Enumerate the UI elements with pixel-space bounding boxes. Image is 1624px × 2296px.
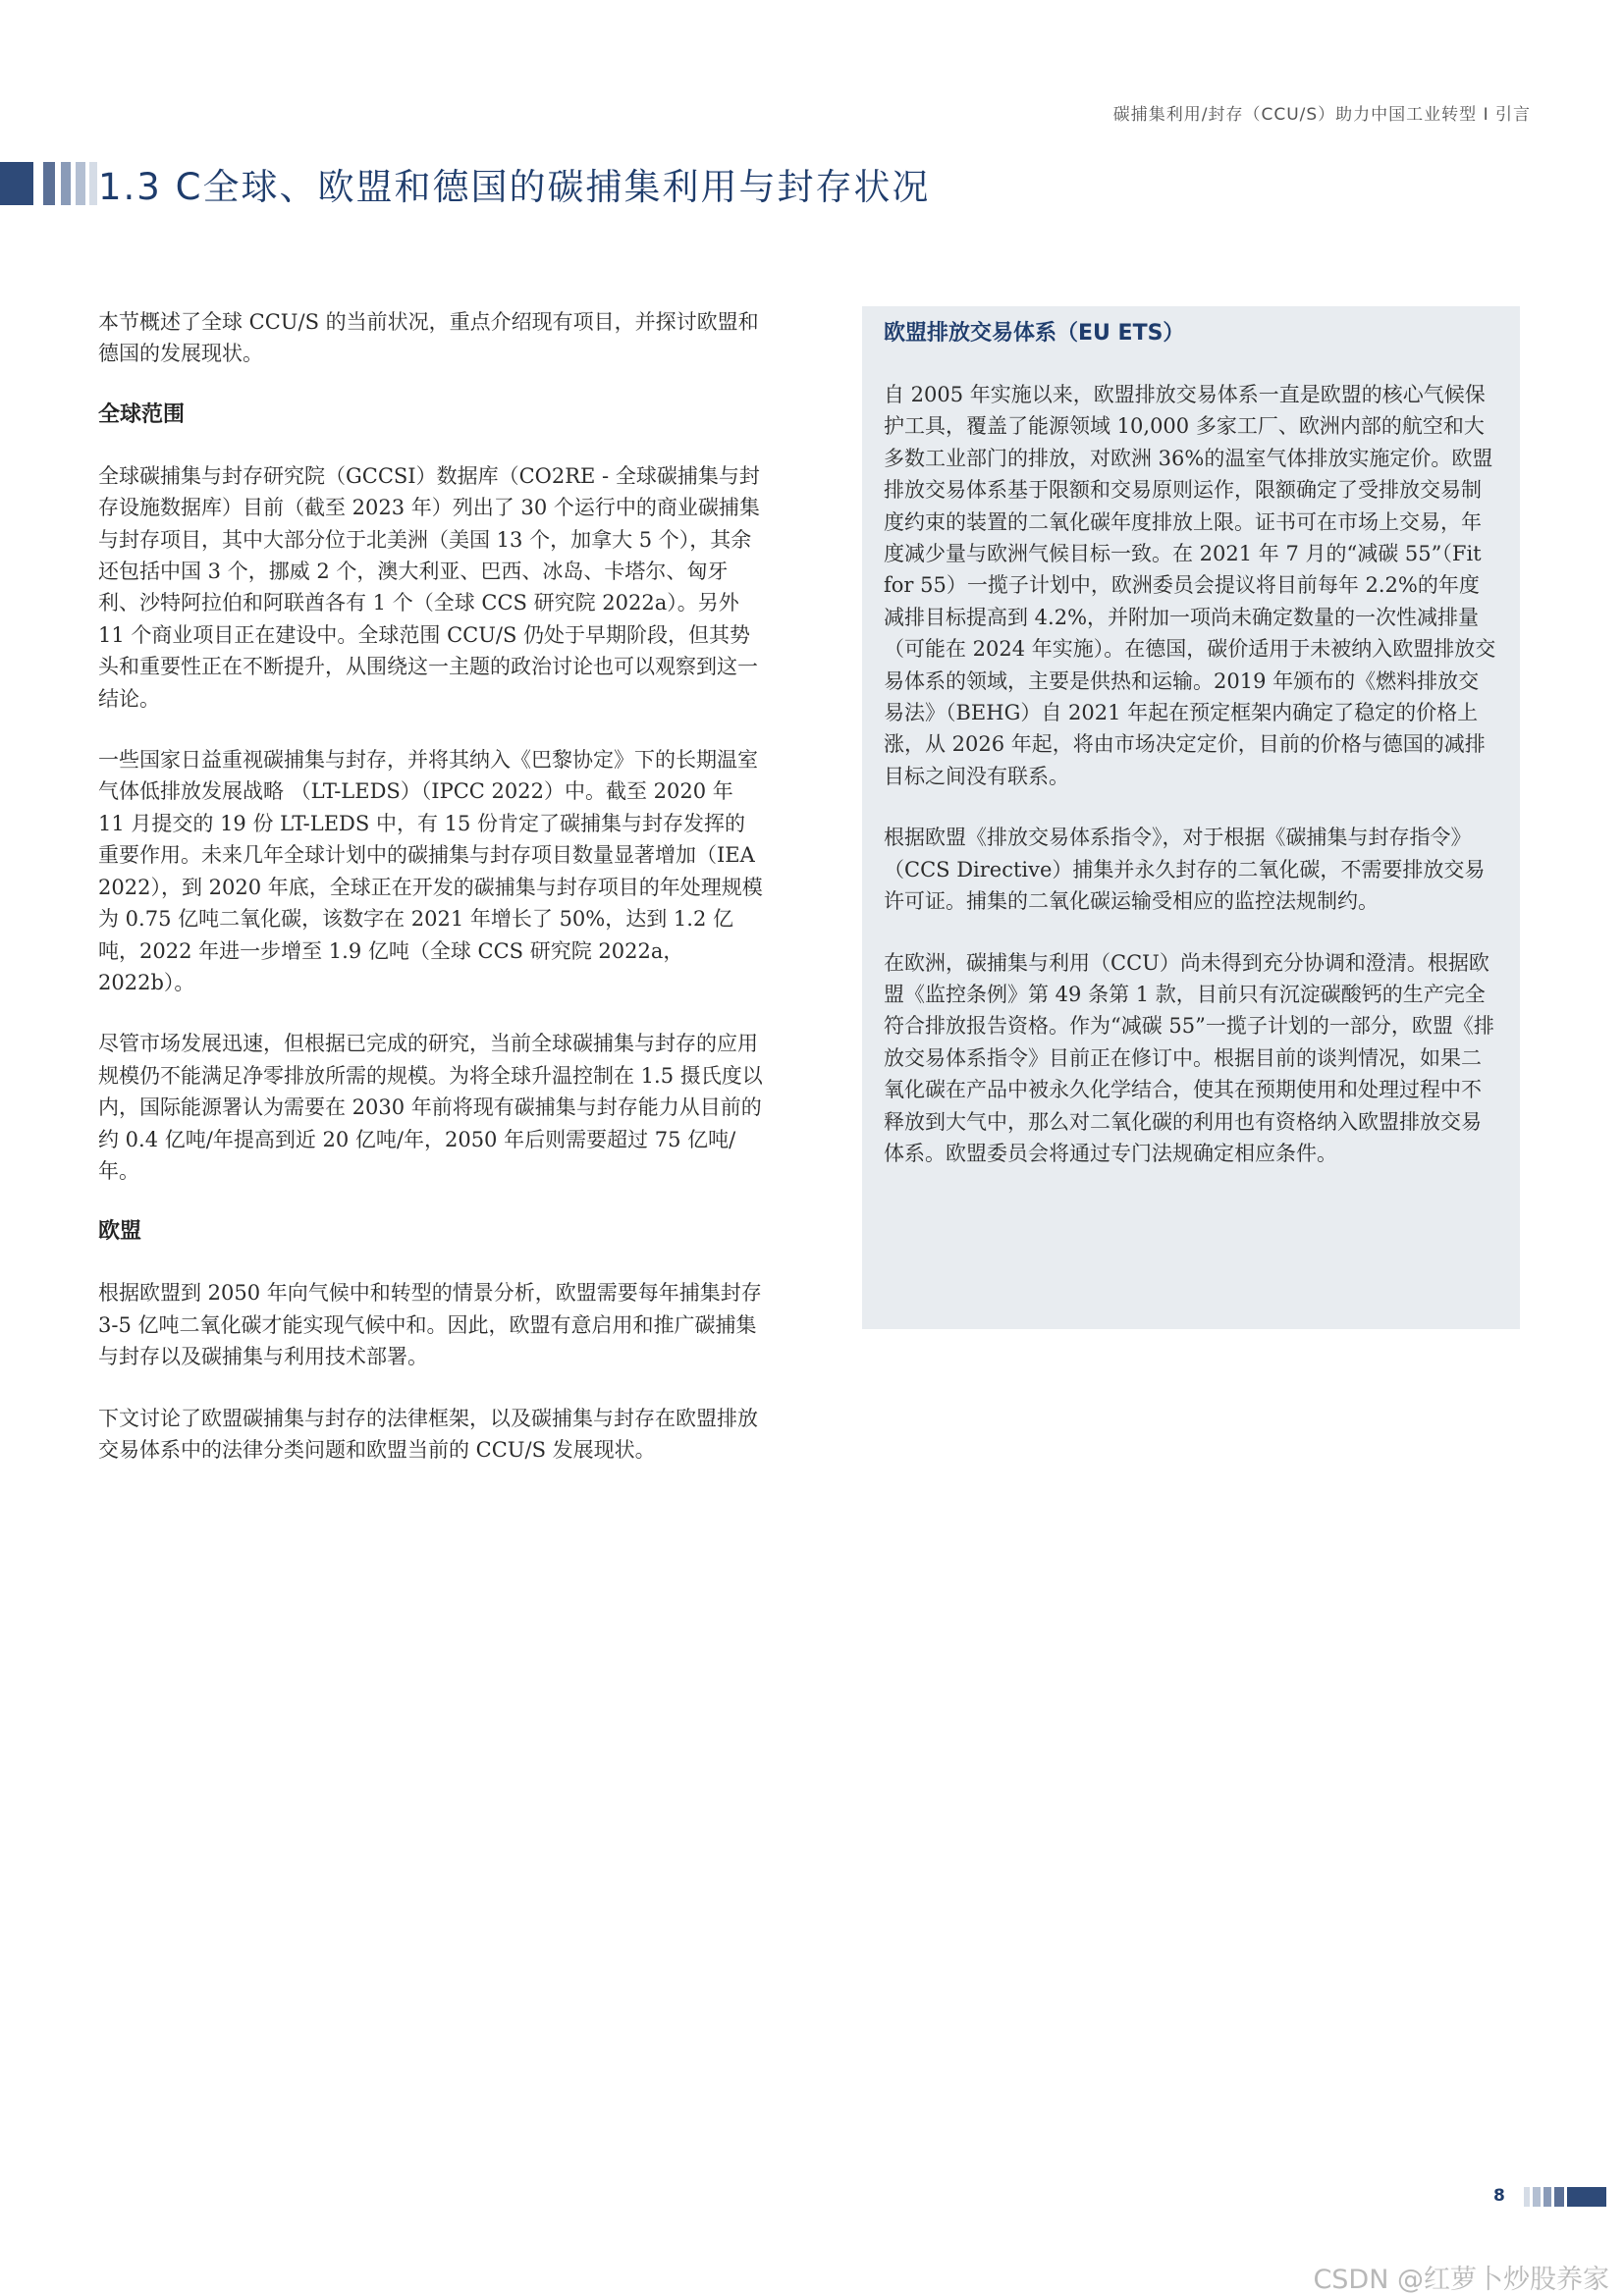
watermark: CSDN @红萝卜炒股养家 [1313, 2265, 1609, 2295]
sidebar-paragraph-3: 在欧洲，碳捕集与利用（CCU）尚未得到充分协调和澄清。根据欧盟《监控条例》第 49 条第 1 款，目前只有沉淀碳酸钙的生产完全符合排放报告资格。作为“减碳 55”一揽子计划的一部分，欧盟《排放交易体系指令》目前正在修订中。根据目前的谈判情况，如果二氧化碳在产品中被永久化学结合，使其在预期使用和处理过程中不释放到大气中，那么对二氧化碳的利用也有资格纳入欧盟排放交易体系。欧盟委员会将通过专门法规确定相应条件。 [884, 950, 1494, 1165]
left-column [98, 306, 766, 1495]
eu-paragraph-1: 根据欧盟到 2050 年向气候中和转型的情景分析，欧盟需要每年捕集封存 3-5 亿吨二氧化碳才能实现气候中和。因此，欧盟有意启用和推广碳捕集与封存以及碳捕集与利用技术部署。 [98, 1281, 762, 1369]
global-heading: 全球范围 [98, 401, 186, 427]
intro-paragraph: 本节概述了全球 CCU/S 的当前状况，重点介绍现有项目，并探讨欧盟和德国的发展现状。 [98, 310, 759, 366]
global-paragraph-3: 尽管市场发展迅速，但根据已完成的研究，当前全球碳捕集与封存的应用规模仍不能满足净零排放所需的规模。为将全球升温控制在 1.5 摄氏度以内，国际能源署认为需要在 2030 年前将现有碳捕集与封存能力从目前的约 0.4 亿吨/年提高到近 20 亿吨/年，2050 年后则需要超过 75 亿吨/年。 [98, 1032, 763, 1183]
section-title: 1.3 C全球、欧盟和德国的碳捕集利用与封存状况 [98, 166, 931, 208]
eu-paragraph-2: 下文讨论了欧盟碳捕集与封存的法律框架，以及碳捕集与封存在欧盟排放交易体系中的法律分类问题和欧盟当前的 CCU/S 发展现状。 [98, 1406, 758, 1462]
eu-heading: 欧盟 [98, 1219, 142, 1245]
running-header: 碳捕集利用/封存（CCU/S）助力中国工业转型 I 引言 [1112, 105, 1531, 125]
sidebar-paragraph-1: 自 2005 年实施以来，欧盟排放交易体系一直是欧盟的核心气候保护工具，覆盖了能源领域 10,000 多家工厂、欧洲内部的航空和大多数工业部门的排放，对欧洲 36%的温室气体排放实施定价。欧盟排放交易体系基于限额和交易原则运作，限额确定了受排放交易制度约束的装置的二氧化碳年度排放上限。证书可在市场上交易，年度减少量与欧洲气候目标一致。在 2021 年 7 月的“减碳 55”（Fit for 55）一揽子计划中，欧洲委员会提议将目前每年 2.2%的年度减排目标提高到 4.2%，并附加一项尚未确定数量的一次性减排量（可能在 2024 年实施）。在德国，碳价适用于未被纳入欧盟排放交易体系的领域，主要是供热和运输。2019 年颁布的《燃料排放交易法》（BEHG）自 2021 年起在预定框架内确定了稳定的价格上涨，从 2026 年起，将由市场决定定价，目前的价格与德国的减排目标之间没有联系。 [884, 383, 1496, 788]
page-number: 8 [1493, 2186, 1505, 2206]
title-accent-bar [0, 162, 97, 205]
global-paragraph-2: 一些国家日益重视碳捕集与封存，并将其纳入《巴黎协定》下的长期温室气体低排放发展战略 （LT-LEDS）（IPCC 2022）中。截至 2020 年 11 月提交的 19 份 LT-LEDS 中，有 15 份肯定了碳捕集与封存发挥的重要作用。未来几年全球计划中的碳捕集与封存项目数量显著增加（IEA 2022），到 2020 年底，全球正在开发的碳捕集与封存项目的年处理规模为 0.75 亿吨二氧化碳，该数字在 2021 年增长了 50%，达到 1.2 亿吨，2022 年进一步增至 1.9 亿吨（全球 CCS 研究院 2022a，2022b）。 [98, 748, 763, 994]
sidebar-heading: 欧盟排放交易体系（EU ETS） [884, 321, 1185, 346]
footer-accent-bar [1524, 2187, 1606, 2207]
sidebar-paragraph-2: 根据欧盟《排放交易体系指令》，对于根据《碳捕集与封存指令》（CCS Directive）捕集并永久封存的二氧化碳，不需要排放交易许可证。捕集的二氧化碳运输受相应的监控法规制约。 [884, 826, 1486, 914]
global-paragraph-1: 全球碳捕集与封存研究院（GCCSI）数据库（CO2RE - 全球碳捕集与封存设施数据库）目前（截至 2023 年）列出了 30 个运行中的商业碳捕集与封存项目，其中大部分位于北美洲（美国 13 个，加拿大 5 个），其余还包括中国 3 个，挪威 2 个，澳大利亚、巴西、冰岛、卡塔尔、匈牙利、沙特阿拉伯和阿联酋各有 1 个（全球 CCS 研究院 2022a）。另外 11 个商业项目正在建设中。全球范围 CCU/S 仍处于早期阶段，但其势头和重要性正在不断提升，从围绕这一主题的政治讨论也可以观察到这一结论。 [98, 463, 760, 711]
eu-ets-sidebar [862, 306, 1520, 1329]
